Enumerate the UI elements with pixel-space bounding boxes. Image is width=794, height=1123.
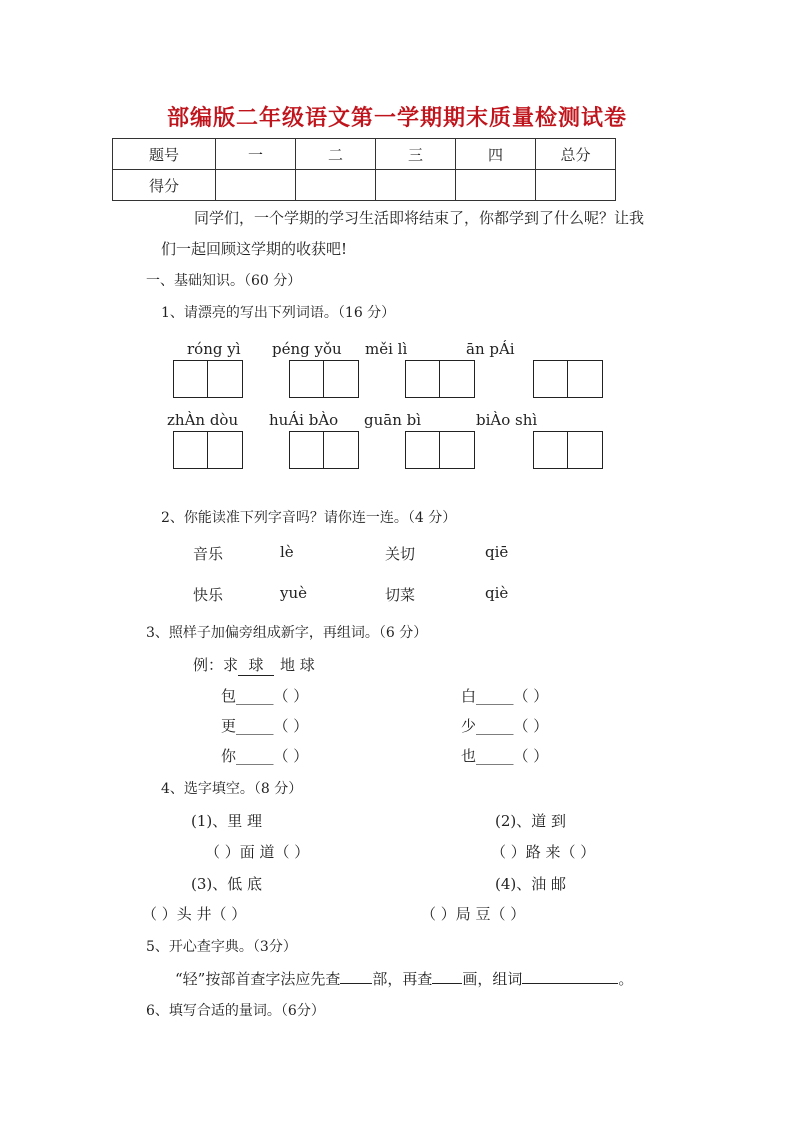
- writing-cell[interactable]: [534, 432, 568, 468]
- q3-paren[interactable]: （ ）: [273, 747, 309, 765]
- q2-word: 关切: [385, 545, 416, 563]
- pinyin-label: huÁi bÀo: [269, 411, 339, 429]
- pinyin-label: ān pÁi: [466, 340, 515, 358]
- pinyin-label: měi lì: [365, 340, 408, 358]
- q3-prompt: 3、照样子加偏旁组成新字，再组词。（6 分）: [146, 625, 428, 641]
- q3-blank[interactable]: _____: [236, 717, 274, 735]
- header-cell: 题号: [113, 139, 216, 170]
- writing-cell[interactable]: [324, 361, 358, 397]
- writing-cell[interactable]: [290, 432, 324, 468]
- header-cell: 一: [216, 139, 296, 170]
- writing-grid[interactable]: [533, 360, 603, 398]
- writing-grid[interactable]: [173, 431, 243, 469]
- q1-prompt: 1、请漂亮的写出下列词语。（16 分）: [161, 305, 396, 321]
- q4-group-2-fill[interactable]: （ ）路 来（ ）: [491, 843, 596, 861]
- score-cell[interactable]: [456, 170, 536, 201]
- pinyin-label: zhÀn dòu: [167, 411, 239, 429]
- score-table-header-row: [113, 139, 616, 170]
- writing-cell[interactable]: [406, 432, 440, 468]
- q3-item-right-0: [461, 685, 548, 706]
- intro-line-2: 们一起回顾这学期的收获吧!: [161, 240, 348, 258]
- q4-group-3-fill[interactable]: （ ）头 井（ ）: [142, 905, 247, 923]
- intro-line-1: 同学们，一个学期的学习生活即将结束了，你都学到了什么呢？让我: [194, 209, 645, 227]
- q3-paren[interactable]: （ ）: [513, 747, 549, 765]
- q3-item-left-1: [221, 715, 308, 736]
- q4-group-1-label: (1)、里 理: [191, 812, 263, 830]
- score-cell[interactable]: [216, 170, 296, 201]
- q5-blank-radical[interactable]: [340, 983, 372, 984]
- q2-word: 快乐: [193, 586, 224, 604]
- score-table: [112, 138, 616, 201]
- q3-radical: 更: [221, 717, 237, 735]
- score-row-label: 得分: [113, 170, 216, 201]
- q5-blank-strokes[interactable]: [432, 983, 462, 984]
- q3-example-word: 地 球: [280, 656, 315, 674]
- q5-line: [175, 968, 633, 989]
- pinyin-label: guān bì: [364, 411, 422, 429]
- q4-group-4-fill[interactable]: （ ）局 豆（ ）: [421, 905, 526, 923]
- score-cell[interactable]: [296, 170, 376, 201]
- header-cell: 总分: [536, 139, 616, 170]
- pinyin-label: biÀo shì: [476, 411, 538, 429]
- q6-prompt: 6、填写合适的量词。（6分）: [146, 1003, 325, 1019]
- writing-cell[interactable]: [406, 361, 440, 397]
- writing-cell[interactable]: [324, 432, 358, 468]
- writing-cell[interactable]: [174, 361, 208, 397]
- q3-radical: 少: [461, 717, 477, 735]
- q3-blank[interactable]: _____: [476, 687, 514, 705]
- writing-cell[interactable]: [534, 361, 568, 397]
- header-cell: 二: [296, 139, 376, 170]
- q3-paren[interactable]: （ ）: [513, 717, 549, 735]
- writing-cell[interactable]: [290, 361, 324, 397]
- header-cell: 四: [456, 139, 536, 170]
- q4-group-2-label: (2)、道 到: [495, 812, 567, 830]
- q2-word: 切菜: [385, 586, 416, 604]
- q5-text-d: 。: [618, 970, 634, 988]
- writing-grid[interactable]: [173, 360, 243, 398]
- q4-group-3-label: (3)、低 底: [191, 875, 263, 893]
- q3-example-prefix: 例：求: [193, 656, 239, 674]
- writing-cell[interactable]: [208, 432, 242, 468]
- q3-item-left-0: [221, 685, 308, 706]
- q5-text-c: 画，组词: [462, 970, 523, 988]
- q3-paren[interactable]: （ ）: [273, 687, 309, 705]
- writing-cell[interactable]: [208, 361, 242, 397]
- writing-cell[interactable]: [174, 432, 208, 468]
- pinyin-label: róng yì: [187, 340, 241, 358]
- q3-radical: 也: [461, 747, 477, 765]
- q3-example-char: 球: [238, 654, 274, 676]
- header-cell: 三: [376, 139, 456, 170]
- q3-item-right-2: [461, 745, 548, 766]
- writing-grid[interactable]: [533, 431, 603, 469]
- q2-pinyin: yuè: [280, 584, 308, 602]
- q4-prompt: 4、选字填空。（8 分）: [161, 781, 303, 797]
- q5-prompt: 5、开心查字典。（3分）: [146, 939, 297, 955]
- q5-text-b: 部，再查: [372, 970, 433, 988]
- q2-pinyin: qiē: [485, 543, 509, 561]
- q3-item-right-1: [461, 715, 548, 736]
- q4-group-4-label: (4)、油 邮: [495, 875, 567, 893]
- q3-radical: 包: [221, 687, 237, 705]
- q3-radical: 白: [461, 687, 477, 705]
- q2-prompt: 2、你能读准下列字音吗？请你连一连。（4 分）: [161, 510, 457, 526]
- q3-example: [193, 654, 315, 676]
- q3-paren[interactable]: （ ）: [513, 687, 549, 705]
- writing-cell[interactable]: [440, 361, 474, 397]
- page-title: 部编版二年级语文第一学期期末质量检测试卷: [166, 106, 627, 131]
- pinyin-label: péng yǒu: [272, 340, 342, 358]
- writing-cell[interactable]: [568, 432, 602, 468]
- writing-grid[interactable]: [405, 360, 475, 398]
- q3-item-left-2: [221, 745, 308, 766]
- q3-radical: 你: [221, 747, 237, 765]
- q3-blank[interactable]: _____: [236, 687, 274, 705]
- q2-pinyin: lè: [280, 543, 294, 561]
- section-1-heading: 一、基础知识。（60 分）: [146, 273, 302, 289]
- q3-blank[interactable]: _____: [476, 717, 514, 735]
- q3-blank[interactable]: _____: [476, 747, 514, 765]
- score-cell[interactable]: [376, 170, 456, 201]
- score-cell[interactable]: [536, 170, 616, 201]
- q3-paren[interactable]: （ ）: [273, 717, 309, 735]
- score-table-score-row: [113, 170, 616, 201]
- writing-grid[interactable]: [289, 431, 359, 469]
- writing-cell[interactable]: [568, 361, 602, 397]
- q3-blank[interactable]: _____: [236, 747, 274, 765]
- q5-blank-word[interactable]: [522, 983, 618, 984]
- writing-grid[interactable]: [405, 431, 475, 469]
- writing-cell[interactable]: [440, 432, 474, 468]
- q4-group-1-fill[interactable]: （ ）面 道（ ）: [205, 843, 310, 861]
- writing-grid[interactable]: [289, 360, 359, 398]
- q2-word: 音乐: [193, 545, 224, 563]
- q2-pinyin: qiè: [485, 584, 509, 602]
- q5-text-a: “轻”按部首查字法应先查: [175, 970, 341, 988]
